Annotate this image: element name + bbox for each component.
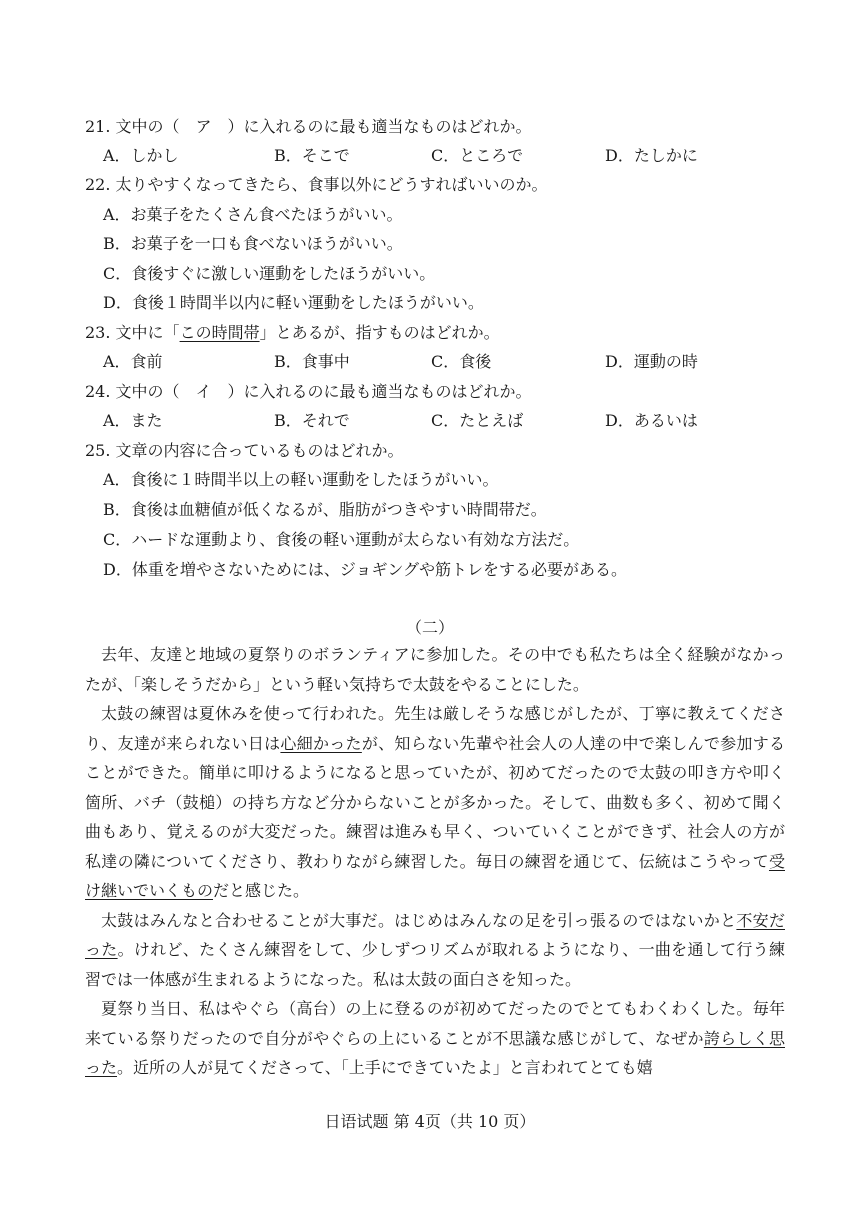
underlined-phrase: この時間帯	[179, 323, 260, 342]
question-number: 25.	[85, 441, 111, 460]
option-c: C．ハードな運動より、食後の軽い運動が太らない有効な方法だ。	[103, 530, 580, 549]
text-segment: 太鼓はみんなと合わせることが大事だ。はじめはみんなの足を引っ張るのではないかと	[101, 910, 737, 930]
question-number: 21.	[85, 117, 111, 136]
option-a: A．食後に１時間半以上の軽い運動をしたほうがいい。	[103, 470, 499, 489]
question-number: 24.	[85, 382, 111, 401]
underlined-phrase: 受け継いでいくもの	[85, 851, 785, 900]
paragraph	[85, 906, 785, 995]
question-25	[85, 441, 404, 461]
paragraph	[85, 699, 785, 906]
option-b: B．食後は血糖値が低くなるが、脂肪がつきやすい時間帯だ。	[103, 500, 547, 519]
question-number: 23.	[85, 323, 111, 342]
option-d: D．あるいは	[605, 411, 698, 430]
option-b: B．食事中	[274, 352, 350, 371]
underlined-phrase: 心細かった	[280, 733, 362, 753]
question-22	[85, 175, 548, 195]
option-c: C．たとえば	[431, 411, 524, 430]
question-text: 文中の（ イ ）に入れるのに最も適当なものはどれか。	[115, 382, 532, 401]
option-c: C．ところで	[431, 146, 524, 165]
question-text: 文章の内容に合っているものはどれか。	[115, 441, 404, 460]
question-text: 太りやすくなってきたら、食事以外にどうすればいいのか。	[115, 175, 548, 194]
reading-passage	[85, 640, 785, 1083]
question-text-suffix: 」とあるが、指すものはどれか。	[259, 323, 500, 342]
text-segment: 太鼓の練習は夏休みを使って行われた。先生は厳しそうな感じがしたが、丁寧に教えてくださり、友達が来られない日は	[85, 704, 785, 753]
question-text: 文中に「	[115, 323, 180, 342]
option-d: D．たしかに	[605, 146, 698, 165]
text-segment: 。けれど、たくさん練習をして、少しずつリズムが取れるようになり、一曲を通して行う練習では一体感が生まれるようになった。私は太鼓の面白さを知った。	[85, 940, 785, 989]
question-text: 文中の（ ア ）に入れるのに最も適当なものはどれか。	[115, 117, 532, 136]
question-21	[85, 117, 532, 137]
question-24	[85, 382, 532, 402]
option-d: D．運動の時	[605, 352, 698, 371]
option-b: B．そこで	[274, 146, 350, 165]
text-segment: が、知らない先輩や社会人の人達の中で楽しんで参加することができた。簡単に叩けるようになると思っていたが、初めてだったので太鼓の叩き方や叩く箇所、バチ（鼓槌）の持ち方など分からないことが多かった。そして、曲数も多く、初めて聞く曲もあり、覚えるのが大変だった。練習は進みも早く、ついていくことができず、社会人の方が私達の隣についてくださり、教わりながら練習した。毎日の練習を通じて、伝統はこうやって	[85, 733, 785, 871]
option-a: A．食前	[103, 352, 163, 371]
paragraph: 去年、友達と地域の夏祭りのボランティアに参加した。その中でも私たちは全く経験がなかったが、「楽しそうだから」という軽い気持ちで太鼓をやることにした。	[85, 645, 785, 694]
paragraph	[85, 994, 785, 1083]
option-b: B．お菓子を一口も食べないほうがいい。	[103, 234, 403, 253]
underlined-phrase: 誇らしく思った	[85, 1028, 785, 1077]
option-a: A．しかし	[103, 146, 179, 165]
question-23	[85, 323, 500, 343]
option-c: C．食後	[431, 352, 492, 371]
option-a: A．また	[103, 411, 163, 430]
page-footer: 日语试题 第 4页（共 10 页）	[324, 1112, 536, 1131]
option-d: D．食後１時間半以内に軽い運動をしたほうがいい。	[103, 293, 484, 312]
text-segment: 夏祭り当日、私はやぐら（高台）の上に登るのが初めてだったのでとてもわくわくした。毎年来ている祭りだったので自分がやぐらの上にいることが不思議な感じがして、なぜか	[85, 999, 785, 1048]
option-d: D．体重を増やさないためには、ジョギングや筋トレをする必要がある。	[103, 560, 628, 579]
option-b: B．それで	[274, 411, 350, 430]
text-segment: 。近所の人が見てくださって、「上手にできていたよ」と言われてとても嬉	[117, 1058, 653, 1077]
section-title: （二）	[405, 618, 454, 637]
text-segment: だと感じた。	[213, 881, 310, 900]
option-c: C．食後すぐに激しい運動をしたほうがいい。	[103, 264, 436, 283]
question-number: 22.	[85, 175, 111, 194]
underlined-phrase: 不安だった	[85, 910, 785, 959]
option-a: A．お菓子をたくさん食べたほうがいい。	[103, 205, 403, 224]
